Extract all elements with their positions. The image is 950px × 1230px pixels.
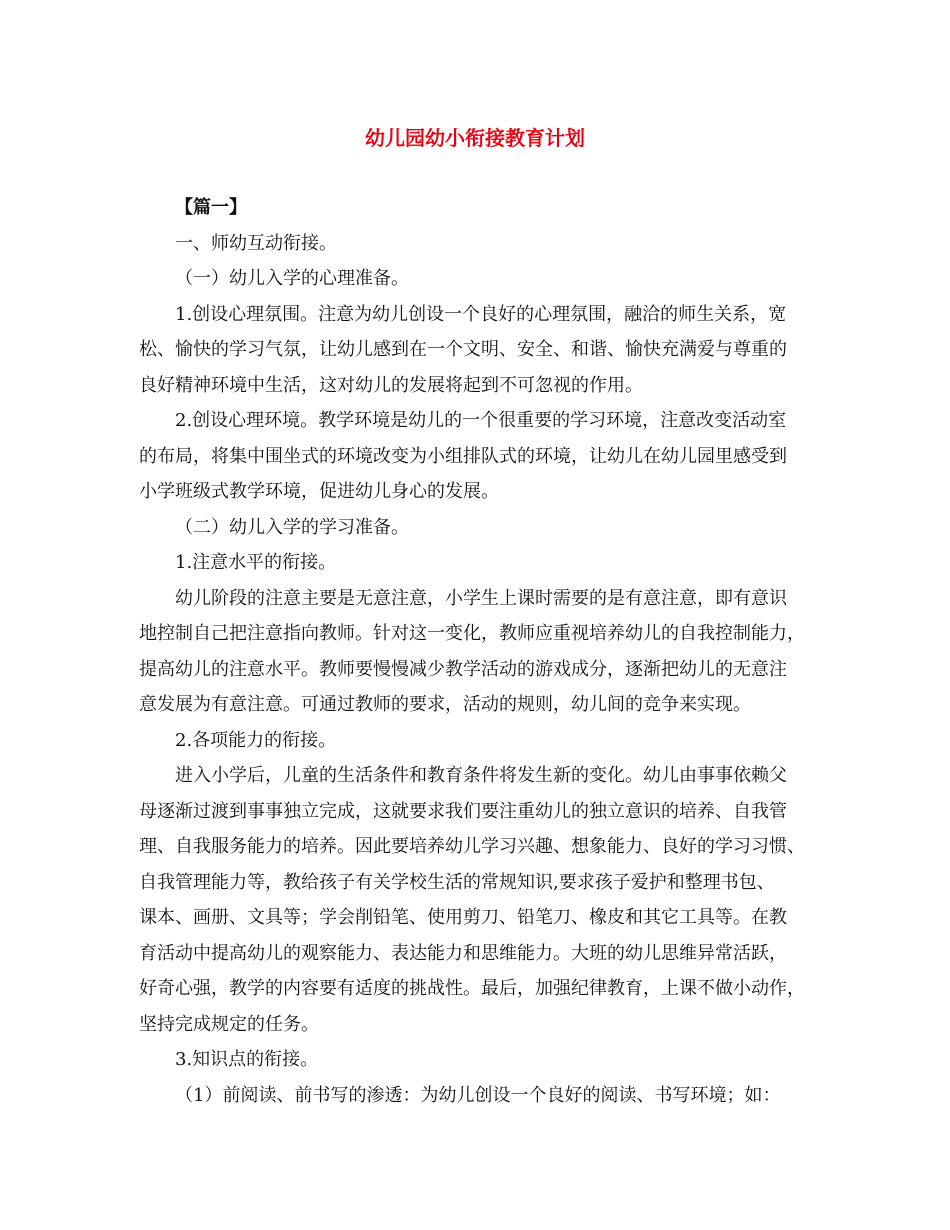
paragraph-line: 2.各项能力的衔接。 <box>175 729 337 751</box>
paragraph-line: 课本、画册、文具等；学会削铅笔、使用剪刀、铅笔刀、橡皮和其它工具等。在教 <box>139 907 787 928</box>
paragraph-line: 一、师幼互动衔接。 <box>175 232 337 254</box>
paragraph-line: 好奇心强，教学的内容要有适度的挑战性。最后，加强纪律教育，上课不做小动作， <box>139 978 805 999</box>
paragraph-line: （1）前阅读、前书写的渗透：为幼儿创设一个良好的阅读、书写环境；如： <box>175 1084 781 1106</box>
paragraph-line: 1.注意水平的衔接。 <box>175 552 337 573</box>
paragraph-line: 母逐渐过渡到事事独立完成，这就要求我们要注重幼儿的独立意识的培养、自我管 <box>139 800 787 822</box>
paragraph-line: 小学班级式教学环境，促进幼儿身心的发展。 <box>139 481 499 502</box>
paragraph-line: 松、愉快的学习气氛，让幼儿感到在一个文明、安全、和谐、愉快充满爱与尊重的 <box>139 339 787 360</box>
paragraph-line: 2.创设心理环境。教学环境是幼儿的一个很重要的学习环境，注意改变活动室 <box>175 410 787 431</box>
document-body <box>139 190 819 1113</box>
paragraph-line: （一）幼儿入学的心理准备。 <box>175 268 409 289</box>
section-heading: 【篇一】 <box>175 197 247 218</box>
paragraph-line: 意发展为有意注意。可通过教师的要求，活动的规则，幼儿间的竞争来实现。 <box>139 694 751 715</box>
paragraph-line: （二）幼儿入学的学习准备。 <box>175 516 409 538</box>
paragraph-line: 理、自我服务能力的培养。因此要培养幼儿学习兴趣、想象能力、良好的学习习惯、 <box>139 836 805 857</box>
paragraph-line: 地控制自己把注意指向教师。针对这一变化，教师应重视培养幼儿的自我控制能力， <box>139 623 805 644</box>
paragraph-line: 坚持完成规定的任务。 <box>139 1013 319 1035</box>
paragraph-line: 3.知识点的衔接。 <box>175 1049 319 1070</box>
document-title: 幼儿园幼小衔接教育计划 <box>365 126 585 150</box>
paragraph-line: 幼儿阶段的注意主要是无意注意，小学生上课时需要的是有意注意，即有意识 <box>175 587 787 609</box>
paragraph-line: 的布局，将集中围坐式的环境改变为小组排队式的环境，让幼儿在幼儿园里感受到 <box>139 445 787 467</box>
paragraph-line: 提高幼儿的注意水平。教师要慢慢减少教学活动的游戏成分，逐渐把幼儿的无意注 <box>139 658 787 680</box>
paragraph-line: 育活动中提高幼儿的观察能力、表达能力和思维能力。大班的幼儿思维异常活跃， <box>139 942 787 964</box>
paragraph-line: 良好精神环境中生活，这对幼儿的发展将起到不可忽视的作用。 <box>139 374 643 396</box>
paragraph-line: 自我管理能力等，教给孩子有关学校生活的常规知识,要求孩子爱护和整理书包、 <box>139 871 775 893</box>
paragraph-line: 进入小学后，儿童的生活条件和教育条件将发生新的变化。幼儿由事事依赖父 <box>175 765 787 786</box>
paragraph-line: 1.创设心理氛围。注意为幼儿创设一个良好的心理氛围，融洽的师生关系，宽 <box>175 303 787 325</box>
